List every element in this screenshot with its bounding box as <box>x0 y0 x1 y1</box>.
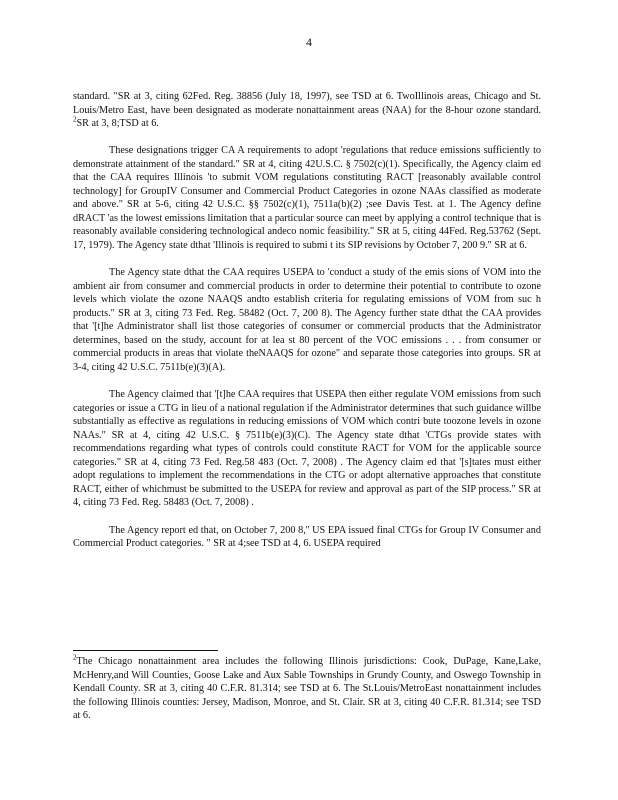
paragraph-3: The Agency state dthat the CAA requires USEPA to 'conduct a study of the emis sions of VOM into the ambient air from consumer and commercial products in order to determine their potential to contribute to ozone levels which violate the ozone NAAQS andto establish criteria for regulating emissions of VOM from suc h products." SR at 3, citing 73 Fed. Reg. 58482 (Oct. 7, 200 8). The Agency further state dthat the CAA provides that '[t]he Administrator shall list those categories of consumer or commercial products that the Administrator determines, based on the study, account for at lea st 80 percent of the VOC emissions . . . from consumer or commercial products in areas that violate theNAAQS for ozone" and separate those categories into groups. SR at 3-4, citing 42 U.S.C. 7511b(e)(3)(A). <box>73 267 541 373</box>
footnote-marker: 2 <box>73 653 77 662</box>
paragraph-text-continued: SR at 3, 8;TSD at 6. <box>76 118 159 130</box>
footnote <box>73 655 541 723</box>
footnote-text: The Chicago nonattainment area includes the following Illinois jurisdictions: Cook, DuPage, Kane,Lake, McHenry,and Will Counties, Goose Lake and Aux Sable Townships in Grundy County, and Oswego Township in Kendall County. SR at 3, citing 40 C.F.R. 81.314; see TSD at 6. The St.Louis/MetroEast nonattainment includes the following Illinois counties: Jersey, Madison, Monroe, and St. Clair. SR at 3, citing 40 C.F.R. 81.314; see TSD at 6. <box>73 656 541 722</box>
paragraph-5: The Agency report ed that, on October 7, 200 8,'' US EPA issued final CTGs for Group IV Consumer and Commercial Product categories. " SR at 4;see TSD at 4, 6. USEPA required <box>73 524 541 550</box>
paragraph-1 <box>73 90 541 131</box>
paragraph-4: The Agency claimed that '[t]he CAA requires that USEPA then either regulate VOM emissions from such categories or issue a CTG in lieu of a national regulation if the Administrator determines that such guidance willbe substantially as effective as regulations in reducing emissions of VOM which contri bute toozone levels in ozone NAAs." SR at 4, citing 42 U.S.C. § 7511b(e)(3)(C). The Agency state dthat 'CTGs provide states with recommendations regarding what types of controls could constitute RACT for VOM for the applicable source categories." SR at 4, citing 73 Fed. Reg.58 483 (Oct. 7, 2008) . The Agency claim ed that '[s]tates must either adopt regulations to implement the recommendations in the CTG or adopt alternative approaches that constitute RACT, either of whichmust be submitted to the USEPA for review and approval as part of the SIP process." SR at 4, citing 73 Fed. Reg. 58483 (Oct. 7, 2008) . <box>73 389 541 509</box>
paragraph-2: These designations trigger CA A requirements to adopt 'regulations that reduce emissions sufficiently to demonstrate attainment of the standard." SR at 4, citing 42U.S.C. § 7502(c)(1). Specifically, the Agency claim ed that the CAA requires Illinois 'to submit VOM regulations constituting RACT [reasonably available control technology] for GroupIV Consumer and Commercial Product Categories in ozone NAAs classified as moderate and above." SR at 5-6, citing 42 U.S.C. §§ 7502(c)(1), 7511a(b)(2) ;see Davis Test. at 1. The Agency define dRACT 'as the lowest emissions limitation that a particular source can meet by applying a control technique that is reasonably available considering technological andeco nomic feasibility." SR at 5, citing 44Fed. Reg.53762 (Sept. 17, 1979). The Agency state dthat 'Illinois is required to submi t its SIP revisions by October 7, 200 9." SR at 6. <box>73 145 541 252</box>
footnote-reference: 2 <box>73 115 77 124</box>
paragraph-text: standard. "SR at 3, citing 62Fed. Reg. 38856 (July 18, 1997), see TSD at 6. TwoIllinois areas, Chicago and St. Louis/Metro East, have been designated as moderate nonattainment areas (NAA) for the 8-hour ozone standard. <box>73 91 541 116</box>
body-text <box>73 90 541 564</box>
page-number: 4 <box>306 35 312 49</box>
footnote-divider <box>73 650 218 651</box>
